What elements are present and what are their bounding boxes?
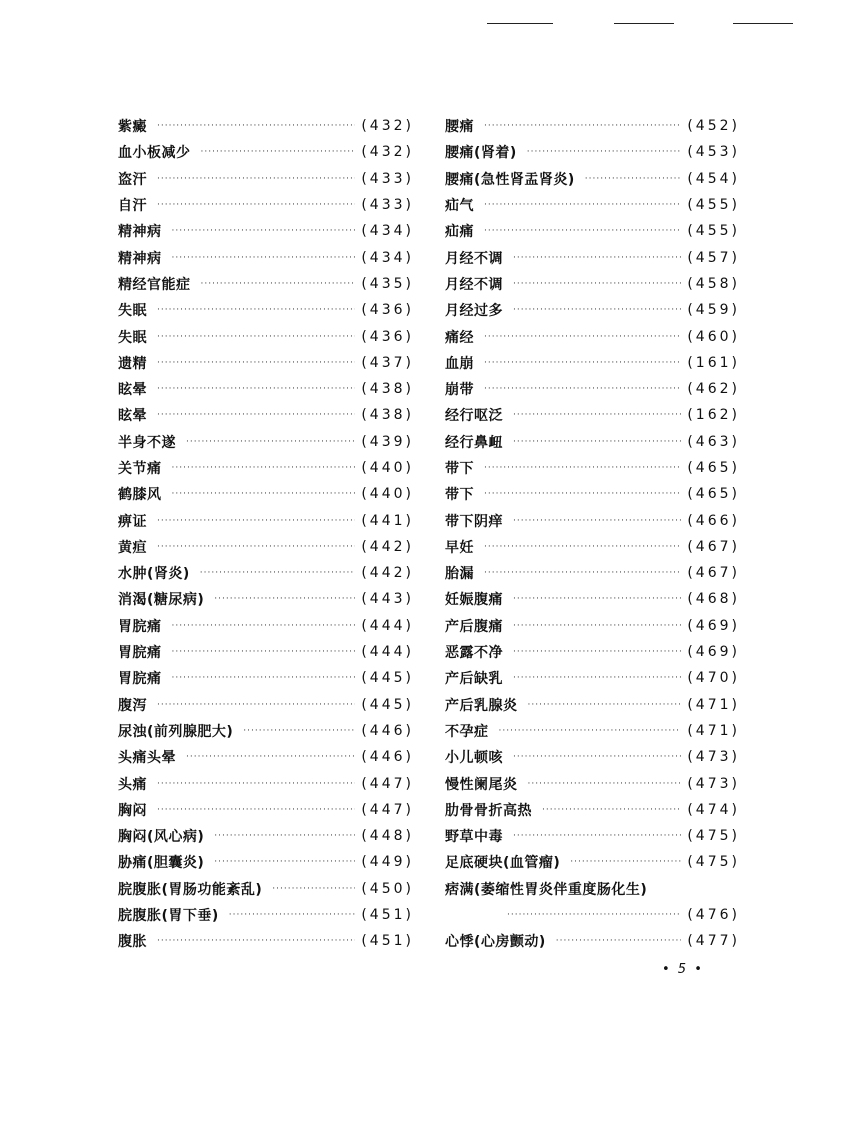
entry-title: 脘腹胀(胃肠功能紊乱)	[118, 881, 263, 898]
entry-page: (441)	[361, 512, 414, 529]
toc-entry	[445, 849, 740, 875]
entry-page: (467)	[687, 538, 740, 555]
entry-page: (437)	[361, 354, 414, 371]
dot-leader	[513, 831, 681, 841]
entry-title: 足底硬块(血管瘤)	[445, 855, 561, 872]
entry-title: 精神病	[118, 250, 162, 267]
toc-entry	[445, 166, 740, 192]
entry-title: 头痛	[118, 776, 147, 793]
entry-title: 产后腹痛	[445, 618, 503, 635]
dot-leader	[157, 200, 355, 210]
dot-leader	[172, 253, 356, 263]
entry-page: (455)	[687, 197, 740, 214]
entry-title: 经行鼻衄	[445, 434, 503, 451]
entry-page: (477)	[687, 933, 740, 950]
dot-leader	[157, 410, 355, 420]
dot-leader	[513, 410, 681, 420]
toc-entry	[445, 271, 740, 297]
entry-title: 早妊	[445, 539, 474, 556]
toc-entry	[445, 323, 740, 349]
dot-leader	[484, 226, 681, 236]
toc-entry	[445, 139, 740, 165]
toc-entry	[118, 429, 414, 455]
entry-title: 腰痛	[445, 119, 474, 136]
entry-title: 水肿(肾炎)	[118, 566, 190, 583]
toc-entry	[118, 271, 414, 297]
entry-title: 腹泻	[118, 697, 147, 714]
toc-entry	[445, 113, 740, 139]
dot-leader	[507, 910, 681, 920]
dot-leader	[513, 673, 681, 683]
entry-title: 胸闷	[118, 802, 147, 819]
entry-title: 头痛头晕	[118, 750, 176, 767]
entry-title: 自汗	[118, 198, 147, 215]
toc-entry	[118, 139, 414, 165]
toc-entry	[118, 823, 414, 849]
entry-page: (462)	[687, 381, 740, 398]
entry-page: (438)	[361, 381, 414, 398]
entry-title: 半身不遂	[118, 434, 176, 451]
dot-leader	[484, 200, 681, 210]
dot-leader	[214, 831, 355, 841]
entry-title: 精神病	[118, 224, 162, 241]
dot-leader	[157, 384, 355, 394]
entry-page: (469)	[687, 617, 740, 634]
entry-title: 妊娠腹痛	[445, 592, 503, 609]
toc-entry	[118, 402, 414, 428]
entry-title: 胃脘痛	[118, 618, 162, 635]
toc-entry	[118, 928, 414, 954]
entry-page: (469)	[687, 644, 740, 661]
entry-title: 产后乳腺炎	[445, 697, 518, 714]
dot-leader	[484, 332, 681, 342]
toc-entry	[118, 902, 414, 928]
dot-leader	[157, 516, 355, 526]
entry-page: (433)	[361, 197, 414, 214]
toc-entry	[118, 560, 414, 586]
toc-entry	[445, 613, 740, 639]
dot-leader	[172, 226, 356, 236]
entry-page: (470)	[687, 670, 740, 687]
entry-page: (442)	[361, 565, 414, 582]
toc-entry	[445, 823, 740, 849]
toc-entry	[445, 455, 740, 481]
toc-entry	[445, 402, 740, 428]
entry-title: 疝气	[445, 198, 474, 215]
dot-leader	[528, 779, 682, 789]
entry-title: 经行呕泛	[445, 408, 503, 425]
dot-leader	[484, 358, 681, 368]
entry-page: (438)	[361, 407, 414, 424]
entry-page: (465)	[687, 486, 740, 503]
entry-title: 心悸(心房颤动)	[445, 934, 546, 951]
dot-leader	[157, 174, 355, 184]
dot-leader	[272, 884, 355, 894]
entry-page: (471)	[687, 722, 740, 739]
header-rule	[733, 23, 793, 24]
toc-entry	[445, 586, 740, 612]
toc-entry	[118, 507, 414, 533]
dot-leader	[484, 542, 681, 552]
toc-entry	[445, 244, 740, 270]
entry-page: (457)	[687, 249, 740, 266]
dot-leader	[201, 147, 356, 157]
entry-title: 失眠	[118, 329, 147, 346]
entry-page: (467)	[687, 565, 740, 582]
toc-entry	[118, 586, 414, 612]
toc-entry	[445, 928, 740, 954]
entry-title: 精经官能症	[118, 276, 191, 293]
entry-page: (459)	[687, 302, 740, 319]
toc-entry	[118, 718, 414, 744]
entry-title: 腰痛(急性肾盂肾炎)	[445, 171, 575, 188]
entry-page: (443)	[361, 591, 414, 608]
dot-leader	[214, 594, 355, 604]
toc-entry	[118, 692, 414, 718]
entry-page: (447)	[361, 801, 414, 818]
entry-page: (161)	[687, 354, 740, 371]
toc-entry	[118, 244, 414, 270]
dot-leader	[499, 726, 682, 736]
entry-page: (463)	[687, 433, 740, 450]
dot-leader	[229, 910, 356, 920]
entry-title: 尿浊(前列腺肥大)	[118, 723, 234, 740]
entry-page: (465)	[687, 460, 740, 476]
toc-entry	[445, 560, 740, 586]
entry-title: 痹证	[118, 513, 147, 530]
toc-entry	[118, 797, 414, 823]
entry-title: 眩晕	[118, 382, 147, 399]
toc-entry	[445, 718, 740, 744]
dot-leader	[513, 279, 681, 289]
entry-page: (476)	[687, 907, 740, 924]
entry-title: 胃脘痛	[118, 671, 162, 688]
entry-title: 紫癜	[118, 119, 147, 136]
toc-entry	[445, 692, 740, 718]
toc-entry	[445, 665, 740, 691]
entry-title: 产后缺乳	[445, 671, 503, 688]
dot-leader	[157, 121, 355, 131]
entry-page: (471)	[687, 696, 740, 713]
entry-page: (468)	[687, 591, 740, 608]
dot-leader	[214, 857, 355, 867]
entry-page: (436)	[361, 328, 414, 345]
page-number: • 5 •	[662, 962, 704, 977]
entry-title: 腹胀	[118, 934, 147, 951]
entry-page: (451)	[361, 933, 414, 950]
toc-entry	[118, 665, 414, 691]
entry-title: 关节痛	[118, 461, 162, 477]
toc-entry	[445, 350, 740, 376]
entry-page: (447)	[361, 775, 414, 792]
dot-leader	[157, 805, 355, 815]
entry-title: 黄疸	[118, 539, 147, 556]
toc-entry	[118, 744, 414, 770]
entry-page: (449)	[361, 854, 414, 871]
toc-entry	[445, 770, 740, 796]
toc-left-column	[118, 113, 414, 955]
entry-page: (454)	[687, 170, 740, 187]
toc-entry	[445, 639, 740, 665]
dot-leader	[157, 542, 355, 552]
dot-leader	[172, 647, 356, 657]
entry-title: 腰痛(肾着)	[445, 145, 517, 162]
toc-entry	[445, 797, 740, 823]
entry-page: (446)	[361, 749, 414, 766]
entry-title: 胁痛(胆囊炎)	[118, 855, 205, 872]
dot-leader	[186, 752, 355, 762]
entry-title: 疝痛	[445, 224, 474, 241]
dot-leader	[542, 805, 681, 815]
entry-page: (434)	[361, 249, 414, 266]
toc-entry	[445, 218, 740, 244]
dot-leader	[527, 147, 682, 157]
dot-leader	[157, 700, 355, 710]
dot-leader	[157, 305, 355, 315]
entry-page: (162)	[687, 407, 740, 424]
entry-title: 鹤膝风	[118, 487, 162, 504]
dot-leader	[172, 621, 356, 631]
dot-leader	[513, 594, 681, 604]
header-rule	[614, 23, 674, 24]
toc-right-column	[445, 113, 740, 955]
dot-leader	[201, 279, 356, 289]
entry-title: 带下阴痒	[445, 513, 503, 530]
dot-leader	[513, 621, 681, 631]
entry-page: (455)	[687, 223, 740, 240]
entry-title: 痛经	[445, 329, 474, 346]
dot-leader	[172, 489, 356, 499]
toc-entry	[445, 192, 740, 218]
entry-page: (460)	[687, 328, 740, 345]
entry-page: (450)	[361, 880, 414, 897]
entry-page: (444)	[361, 644, 414, 661]
toc-entry	[118, 481, 414, 507]
dot-leader	[484, 121, 681, 131]
entry-title: 崩带	[445, 382, 474, 399]
entry-page: (452)	[687, 118, 740, 135]
dot-leader	[172, 673, 356, 683]
entry-page: (475)	[687, 828, 740, 845]
entry-page: (440)	[361, 460, 414, 476]
dot-leader	[157, 936, 355, 946]
dot-leader	[513, 305, 681, 315]
entry-title: 血崩	[445, 355, 474, 372]
dot-leader	[157, 332, 355, 342]
dot-leader	[172, 463, 356, 473]
dot-leader	[484, 568, 681, 578]
entry-page: (466)	[687, 512, 740, 529]
entry-page: (432)	[361, 144, 414, 161]
entry-page: (432)	[361, 118, 414, 135]
toc-entry	[118, 192, 414, 218]
entry-page: (435)	[361, 275, 414, 292]
toc-entry	[445, 876, 740, 902]
entry-page: (474)	[687, 801, 740, 818]
entry-title: 野草中毒	[445, 829, 503, 846]
entry-title: 恶露不净	[445, 645, 503, 662]
entry-page: (448)	[361, 828, 414, 845]
entry-page: (451)	[361, 907, 414, 924]
entry-page: (446)	[361, 722, 414, 739]
toc-entry	[445, 534, 740, 560]
toc-entry-continuation	[445, 902, 740, 928]
dot-leader	[528, 700, 682, 710]
toc-entry	[118, 218, 414, 244]
entry-page: (445)	[361, 670, 414, 687]
dot-leader	[585, 174, 682, 184]
toc-entry	[445, 297, 740, 323]
dot-leader	[157, 779, 355, 789]
entry-title: 痞满(萎缩性胃炎伴重度肠化生)	[445, 881, 648, 898]
entry-title: 胸闷(风心病)	[118, 829, 205, 846]
toc-entry	[445, 429, 740, 455]
entry-page: (440)	[361, 486, 414, 503]
toc-entry	[118, 113, 414, 139]
toc-entry	[118, 350, 414, 376]
entry-page: (445)	[361, 696, 414, 713]
entry-page: (444)	[361, 617, 414, 634]
entry-page: (434)	[361, 223, 414, 240]
toc-entry	[445, 507, 740, 533]
dot-leader	[484, 463, 681, 473]
toc-entry	[118, 166, 414, 192]
entry-page: (473)	[687, 775, 740, 792]
toc-entry	[445, 744, 740, 770]
entry-title: 月经不调	[445, 276, 503, 293]
entry-title: 盗汗	[118, 171, 147, 188]
entry-title: 消渴(糖尿病)	[118, 592, 205, 609]
toc-entry	[118, 455, 414, 481]
entry-page: (453)	[687, 144, 740, 161]
dot-leader	[484, 489, 681, 499]
entry-page: (442)	[361, 538, 414, 555]
toc-entry	[118, 613, 414, 639]
dot-leader	[513, 437, 681, 447]
entry-title: 肋骨骨折高热	[445, 802, 532, 819]
entry-page: (458)	[687, 275, 740, 292]
dot-leader	[513, 516, 681, 526]
entry-page: (439)	[361, 433, 414, 450]
toc-entry	[118, 376, 414, 402]
toc-entry	[445, 481, 740, 507]
dot-leader	[484, 384, 681, 394]
dot-leader	[570, 857, 681, 867]
dot-leader	[186, 437, 355, 447]
dot-leader	[513, 253, 681, 263]
entry-title: 遗精	[118, 355, 147, 372]
entry-title: 慢性阑尾炎	[445, 776, 518, 793]
entry-page: (436)	[361, 302, 414, 319]
entry-title: 月经过多	[445, 303, 503, 320]
toc-entry	[118, 323, 414, 349]
entry-title: 眩晕	[118, 408, 147, 425]
dot-leader	[157, 358, 355, 368]
entry-page: (475)	[687, 854, 740, 871]
entry-title: 脘腹胀(胃下垂)	[118, 908, 219, 925]
entry-page: (473)	[687, 749, 740, 766]
entry-title: 月经不调	[445, 250, 503, 267]
entry-title: 带下	[445, 487, 474, 504]
entry-title: 带下	[445, 461, 474, 477]
entry-title: 胎漏	[445, 566, 474, 583]
entry-title: 失眠	[118, 303, 147, 320]
dot-leader	[243, 726, 355, 736]
toc-entry	[118, 770, 414, 796]
dot-leader	[556, 936, 682, 946]
toc-entry	[118, 534, 414, 560]
toc-entry	[445, 376, 740, 402]
toc-entry	[118, 639, 414, 665]
dot-leader	[200, 568, 356, 578]
toc-entry	[118, 876, 414, 902]
dot-leader	[513, 647, 681, 657]
entry-title: 小儿顿咳	[445, 750, 503, 767]
entry-title: 不孕症	[445, 723, 489, 740]
header-rule	[487, 23, 553, 24]
entry-title: 血小板减少	[118, 145, 191, 162]
entry-page: (433)	[361, 170, 414, 187]
entry-title: 胃脘痛	[118, 645, 162, 662]
toc-entry	[118, 849, 414, 875]
dot-leader	[513, 752, 681, 762]
toc-entry	[118, 297, 414, 323]
